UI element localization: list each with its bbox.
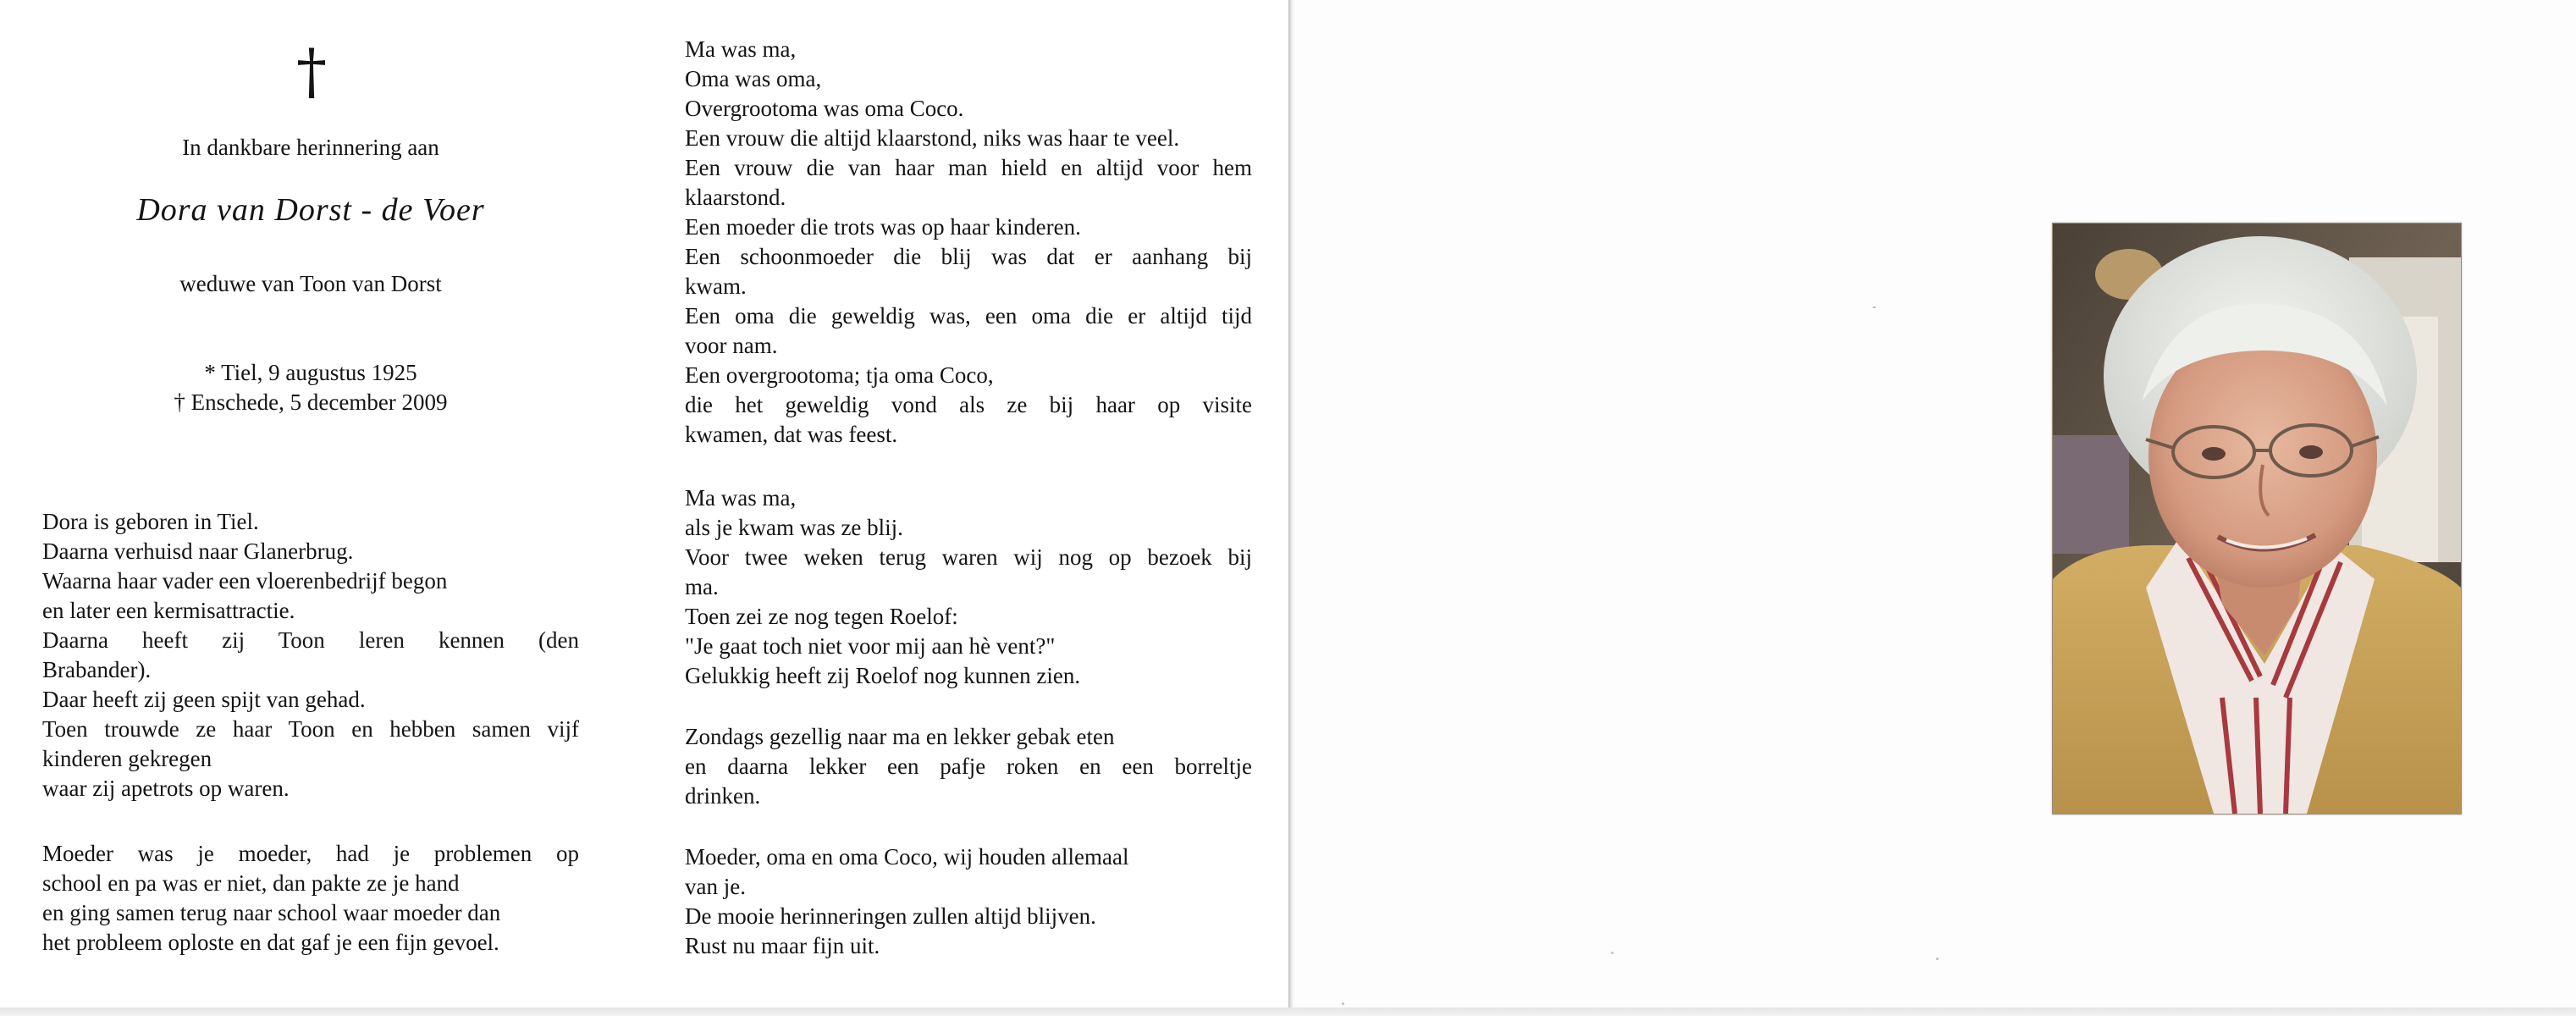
poem-stanza-3 [685,722,1252,811]
biography-paragraph [42,507,579,803]
text-line: kwamen, dat was feest. [685,422,898,447]
widow-of-text: weduwe van Toon van Dorst [179,271,442,296]
text-line: die het geweldig vond als ze bij haar op visite [685,392,1252,417]
scan-speck [1873,306,1876,308]
birth-date: * Tiel, 9 augustus 1925 [204,360,417,385]
scan-speck [1936,958,1939,960]
text-line: Ma was ma, [685,36,797,62]
text-line: Overgrootoma was oma Coco. [685,96,964,121]
text-line: Zondags gezellig naar ma en lekker gebak eten [685,724,1115,749]
text-line: Een oma die geweldig was, een oma die er altijd tijd [685,303,1252,329]
text-line: Moeder, oma en oma Coco, wij houden allemaal [685,844,1129,870]
text-line: Een overgrootoma; tja oma Coco, [685,362,994,388]
text-line: Daar heeft zij geen spijt van gehad. [42,687,366,712]
text-line: Rust nu maar fijn uit. [685,933,880,958]
text-line: en later een kermisattractie. [42,598,295,623]
text-line: school en pa was er niet, dan pakte ze je hand [42,870,460,896]
deceased-name: Dora van Dorst - de Voer [136,192,485,228]
poem-stanza-1 [685,35,1252,450]
text-line: Brabander). [42,657,152,682]
text-line: klaarstond. [685,185,786,210]
intro-text: In dankbare herinnering aan [182,135,439,160]
text-line: Voor twee weken terug waren wij nog op bezoek bij [685,544,1252,570]
text-line: Moeder was je moeder, had je problemen op [42,841,579,866]
text-line: Daarna verhuisd naar Glanerbrug. [42,538,354,564]
scan-speck [1342,1002,1344,1005]
poem-stanza-4 [685,842,1252,961]
portrait-photo [2052,223,2462,814]
text-line: "Je gaat toch niet voor mij aan hè vent?" [685,633,1056,659]
death-date: † Enschede, 5 december 2009 [174,389,448,415]
text-line: van je. [685,874,746,899]
poem-stanza-2 [685,483,1252,691]
text-line: en ging samen terug naar school waar moeder dan [42,900,501,925]
text-line: Ma was ma, [685,485,797,511]
card-bottom-edge [0,1008,2576,1016]
scan-speck [1611,952,1613,954]
text-line: Toen zei ze nog tegen Roelof: [685,604,958,629]
text-line: De mooie herinneringen zullen altijd blijven. [685,903,1096,929]
text-line: voor nam. [685,333,778,358]
text-line: Een vrouw die van haar man hield en altijd voor hem [685,155,1252,180]
text-line: Gelukkig heeft zij Roelof nog kunnen zien. [685,663,1081,688]
text-line: Een vrouw die altijd klaarstond, niks was haar te veel. [685,125,1180,151]
text-line: Oma was oma, [685,66,822,91]
text-line: Waarna haar vader een vloerenbedrijf begon [42,568,448,594]
text-line: Toen trouwde ze haar Toon en hebben samen vijf [42,716,579,742]
text-line: kwam. [685,273,747,299]
text-line: Een moeder die trots was op haar kinderen. [685,214,1081,240]
text-line: ma. [685,574,719,599]
mother-paragraph [42,839,579,958]
text-line: kinderen gekregen [42,746,212,771]
text-line: en daarna lekker een pafje roken en een borreltje [685,754,1252,779]
text-line: als je kwam was ze blij. [685,515,903,540]
text-line: Dora is geboren in Tiel. [42,509,259,534]
text-line: drinken. [685,783,761,809]
text-line: het probleem oploste en dat gaf je een fijn gevoel. [42,930,499,955]
cross-icon: † [296,36,327,107]
portrait-illustration [2053,224,2461,814]
text-line: Een schoonmoeder die blij was dat er aanhang bij [685,244,1252,269]
text-line: waar zij apetrots op waren. [42,776,290,801]
text-line: Daarna heeft zij Toon leren kennen (den [42,627,579,653]
